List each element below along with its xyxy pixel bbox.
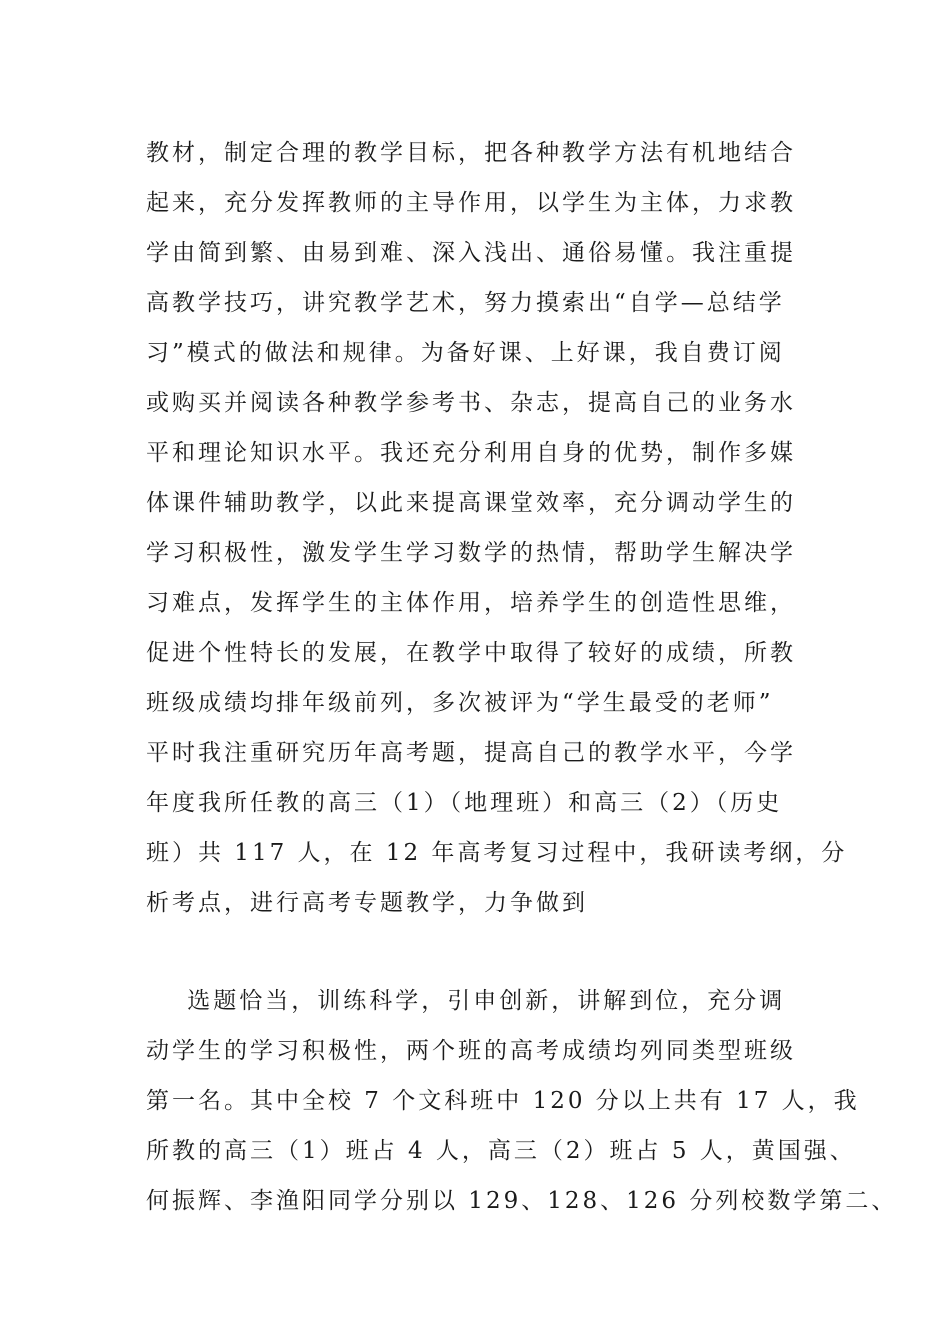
text-line: 第一名。其中全校 7 个文科班中 120 分以上共有 17 人，我 xyxy=(146,1088,860,1114)
paragraph-1 xyxy=(146,128,848,928)
text-line: 班）共 117 人，在 12 年高考复习过程中，我研读考纲，分 xyxy=(146,840,848,866)
text-line: 所教的高三（1）班占 4 人，高三（2）班占 5 人，黄国强、 xyxy=(146,1138,856,1164)
text-line: 析考点，进行高考专题教学，力争做到 xyxy=(146,890,588,916)
text-line: 动学生的学习积极性，两个班的高考成绩均列同类型班级 xyxy=(146,1038,796,1064)
text-line: 年度我所任教的高三（1）（地理班）和高三（2）（历史 xyxy=(146,790,783,816)
text-line: 促进个性特长的发展，在教学中取得了较好的成绩，所教 xyxy=(146,640,796,666)
text-line: 何振辉、李渔阳同学分别以 129、128、126 分列校数学第二、 xyxy=(146,1188,898,1214)
text-line: 高教学技巧，讲究教学艺术，努力摸索出“自学—总结学 xyxy=(146,290,785,316)
text-line: 或购买并阅读各种教学参考书、杂志，提高自己的业务水 xyxy=(146,390,796,416)
text-line: 学由简到繁、由易到难、深入浅出、通俗易懂。我注重提 xyxy=(146,240,796,266)
text-line: 习难点，发挥学生的主体作用，培养学生的创造性思维， xyxy=(146,590,796,616)
text-line: 平时我注重研究历年高考题，提高自己的教学水平，今学 xyxy=(146,740,796,766)
text-line: 起来，充分发挥教师的主导作用，以学生为主体，力求教 xyxy=(146,190,796,216)
text-line: 平和理论知识水平。我还充分利用自身的优势，制作多媒 xyxy=(146,440,796,466)
text-line: 班级成绩均排年级前列，多次被评为“学生最受的老师” xyxy=(146,690,774,716)
text-line: 体课件辅助教学，以此来提高课堂效率，充分调动学生的 xyxy=(146,490,796,516)
paragraph-2 xyxy=(146,976,898,1226)
text-line: 教材，制定合理的教学目标，把各种教学方法有机地结合 xyxy=(146,140,796,166)
text-line: 习”模式的做法和规律。为备好课、上好课，我自费订阅 xyxy=(146,340,785,366)
text-line: 学习积极性，激发学生学习数学的热情，帮助学生解决学 xyxy=(146,540,796,566)
text-line: 选题恰当，训练科学，引申创新，讲解到位，充分调 xyxy=(146,988,786,1014)
